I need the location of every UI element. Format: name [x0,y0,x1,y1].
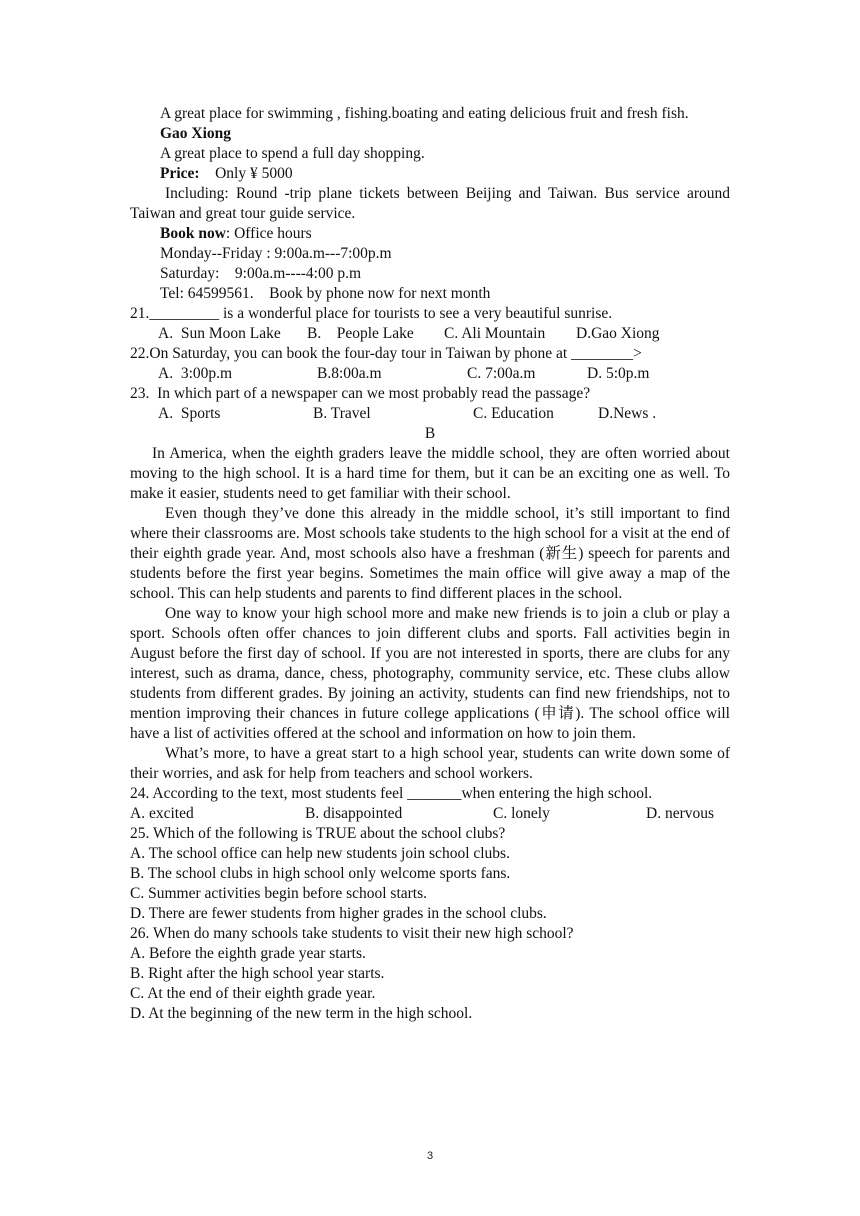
telephone-line: Tel: 64599561. Book by phone now for next month [160,285,491,302]
q21-option-b: B. People Lake [307,325,414,342]
document-page [130,104,730,1024]
question-23-stem: 23. In which part of a newspaper can we most probably read the passage? [130,385,591,402]
question-22-stem: 22.On Saturday, you can book the four-day tour in Taiwan by phone at ________> [130,345,642,362]
q21-option-c: C. Ali Mountain [444,325,546,342]
question-24-options [130,804,730,824]
q24-option-a: A. excited [130,805,194,822]
q23-option-c: C. Education [473,405,554,422]
question-26-stem: 26. When do many schools take students to visit their new high school? [130,925,574,942]
gao-xiong-heading: Gao Xiong [160,125,232,142]
weekday-hours: Monday--Friday : 9:00a.m---7:00p.m [160,245,392,262]
q23-option-d: D.News . [598,405,657,422]
question-21-stem: 21._________ is a wonderful place for tourists to see a very beautiful sunrise. [130,305,613,322]
question-25-stem: 25. Which of the following is TRUE about the school clubs? [130,825,506,842]
section-b-heading: B [424,425,436,442]
q21-option-d: D.Gao Xiong [576,325,660,342]
including-text: Including: Round -trip plane tickets between Beijing and Taiwan. Bus service around Taiwan and great tour guide service. [130,185,730,222]
price-label: Price: [160,165,200,182]
question-24-stem: 24. According to the text, most students feel _______when entering the high school. [130,785,653,802]
question-22-options [130,364,730,384]
q23-option-a: A. Sports [158,405,221,422]
book-now-line [130,224,730,244]
passage-paragraph-1: In America, when the eighth graders leave the middle school, they are often worried about moving to the high school. It is a hard time for them, but it can be an exciting one as well. To make it easier, students need to get familiar with their school. [130,445,730,502]
q22-option-c: C. 7:00a.m [467,365,536,382]
price-line [130,164,730,184]
question-23-options [130,404,730,424]
q26-option-c: C. At the end of their eighth grade year. [130,985,376,1002]
q23-option-b: B. Travel [313,405,371,422]
passage-paragraph-2: Even though they’ve done this already in the middle school, it’s still important to find where their classrooms are. Most schools take students to the high school for a visit at the end of their eighth grade year. And, most schools also have a freshman (新生) speech for parents and students before the first year begins. Sometimes the main office will give away a map of the school. This can help students and parents to find different places in the school. [130,505,730,602]
q26-option-d: D. At the beginning of the new term in the high school. [130,1005,473,1022]
q24-option-d: D. nervous [646,805,715,822]
question-21-options [130,324,730,344]
q21-option-a: A. Sun Moon Lake [158,325,281,342]
saturday-hours: Saturday: 9:00a.m----4:00 p.m [160,265,362,282]
q26-option-a: A. Before the eighth grade year starts. [130,945,366,962]
q22-option-b: B.8:00a.m [317,365,382,382]
q22-option-a: A. 3:00p.m [158,365,233,382]
book-now-value: : Office hours [225,225,312,242]
page-number: 3 [426,1150,434,1162]
q25-option-b: B. The school clubs in high school only welcome sports fans. [130,865,511,882]
passage-paragraph-4: What’s more, to have a great start to a high school year, students can write down some of their worries, and ask for help from teachers and school workers. [130,745,730,782]
q25-option-a: A. The school office can help new students join school clubs. [130,845,510,862]
ali-mountain-description: A great place for swimming , fishing.boating and eating delicious fruit and fresh fish. [160,105,689,122]
passage-paragraph-3: One way to know your high school more and make new friends is to join a club or play a sport. Schools often offer chances to join different clubs and sports. Fall activities begin in August before the first day of school. If you are not interested in sports, there are clubs for any interest, such as drama, dance, chess, photography, community service, etc. These clubs allow students from different grades. By joining an activity, students can find new friendships, not to mention improving their chances in future college applications (申请). The school office will have a list of activities offered at the school and information on how to join them. [130,605,730,742]
q26-option-b: B. Right after the high school year starts. [130,965,385,982]
price-value: Only ¥ 5000 [215,165,293,182]
q24-option-b: B. disappointed [305,805,403,822]
q24-option-c: C. lonely [493,805,550,822]
book-now-label: Book now [160,225,226,242]
q25-option-c: C. Summer activities begin before school starts. [130,885,428,902]
gao-xiong-description: A great place to spend a full day shopping. [160,145,425,162]
q22-option-d: D. 5:0p.m [587,365,650,382]
q25-option-d: D. There are fewer students from higher grades in the school clubs. [130,905,547,922]
